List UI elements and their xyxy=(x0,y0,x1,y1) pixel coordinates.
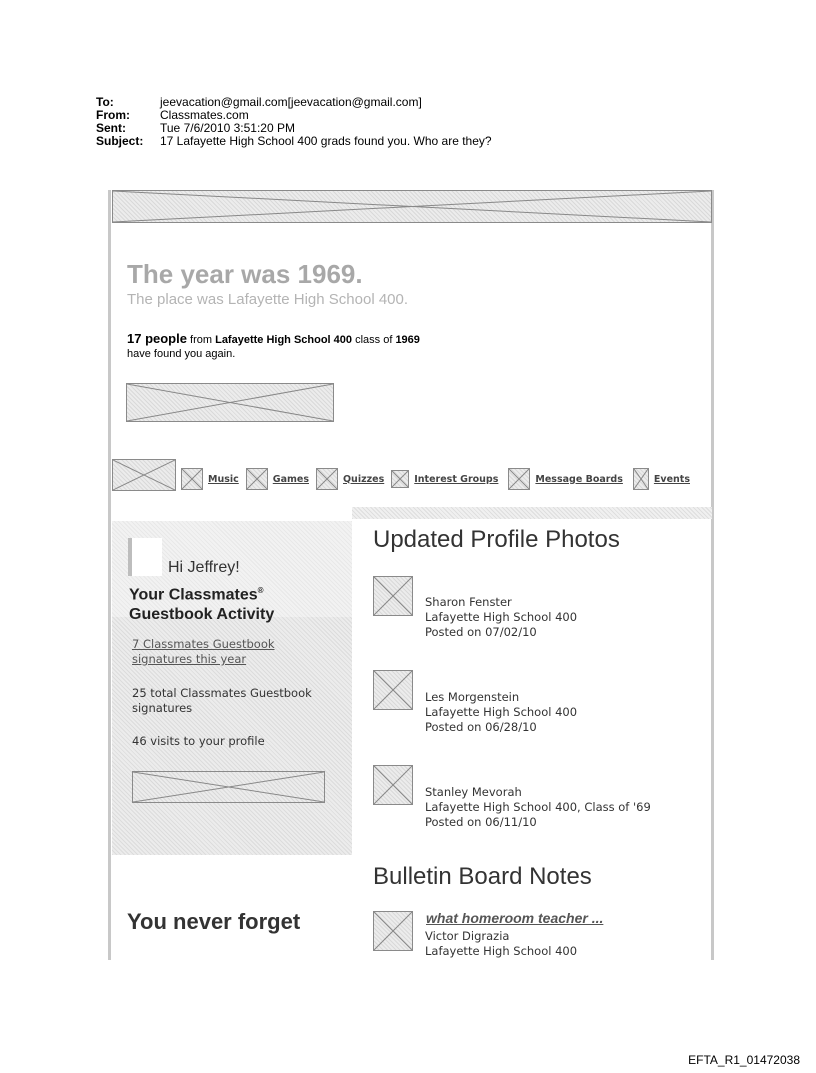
document-id: EFTA_R1_01472038 xyxy=(688,1053,800,1067)
total-signatures: 25 total Classmates Guestbook signatures xyxy=(132,686,312,715)
guestbook-title xyxy=(129,581,274,625)
sent-label: Sent: xyxy=(96,121,126,135)
greeting: Hi Jeffrey! xyxy=(168,559,240,576)
email-header xyxy=(96,96,492,148)
posted-date: Posted on 07/02/10 xyxy=(425,625,537,639)
profile-photo-thumbnail[interactable] xyxy=(373,765,413,805)
note-school: Lafayette High School 400 xyxy=(425,944,578,958)
nav-divider-bar xyxy=(352,507,712,519)
classmates-logo-placeholder[interactable] xyxy=(112,459,176,491)
bulletin-note-info xyxy=(425,929,577,959)
profile-photos-heading: Updated Profile Photos xyxy=(373,526,620,553)
nav-message-boards-link[interactable]: Message Boards xyxy=(535,473,623,485)
bulletin-thumbnail[interactable] xyxy=(373,911,413,951)
sent-value: Tue 7/6/2010 3:51:20 PM xyxy=(160,121,295,135)
bulletin-note-link[interactable]: what homeroom teacher ... xyxy=(426,910,604,926)
nav-events-link[interactable]: Events xyxy=(653,473,690,485)
guestbook-title-line2: Guestbook Activity xyxy=(129,606,275,624)
class-year: 1969 xyxy=(395,334,420,346)
to-label: To: xyxy=(96,95,114,109)
note-author: Victor Digrazia xyxy=(425,929,510,943)
posted-date: Posted on 06/11/10 xyxy=(425,815,537,829)
tagline: You never forget xyxy=(127,909,301,934)
classmate-school: Lafayette High School 400 xyxy=(425,610,578,624)
guestbook-signatures-link[interactable]: 7 Classmates Guestbook signatures this year xyxy=(132,637,275,666)
place-subheading: The place was Lafayette High School 400. xyxy=(127,291,409,308)
classmate-school: Lafayette High School 400, Class of '69 xyxy=(425,800,651,814)
profile-photo-info xyxy=(425,690,577,735)
classmate-name[interactable]: Les Morgenstein xyxy=(425,690,520,704)
from-value: Classmates.com xyxy=(160,108,249,122)
profile-photo-thumbnail[interactable] xyxy=(373,576,413,616)
music-icon[interactable] xyxy=(181,468,203,490)
found-count-line xyxy=(127,331,420,346)
games-icon[interactable] xyxy=(246,468,268,490)
message-boards-icon[interactable] xyxy=(508,468,530,490)
to-value: jeevacation@gmail.com[jeevacation@gmail.com] xyxy=(160,95,422,109)
nav-games-link[interactable]: Games xyxy=(272,473,309,485)
class-text: class of xyxy=(352,334,396,346)
people-count: 17 people xyxy=(127,331,187,346)
avatar xyxy=(128,538,162,576)
from-text: from xyxy=(186,334,216,346)
quizzes-icon[interactable] xyxy=(316,468,338,490)
classmate-school: Lafayette High School 400 xyxy=(425,705,578,719)
nav-quizzes-link[interactable]: Quizzes xyxy=(342,473,385,485)
registered-mark: ® xyxy=(257,586,264,595)
events-icon[interactable] xyxy=(633,468,649,490)
nav-music-link[interactable]: Music xyxy=(208,473,239,485)
guestbook-title-line1: Your Classmates xyxy=(129,586,258,604)
banner-image-placeholder xyxy=(112,190,712,223)
posted-date: Posted on 06/28/10 xyxy=(425,720,537,734)
bulletin-heading: Bulletin Board Notes xyxy=(373,863,592,890)
profile-photo-thumbnail[interactable] xyxy=(373,670,413,710)
subject-label: Subject: xyxy=(96,134,144,148)
year-heading: The year was 1969. xyxy=(127,259,363,289)
profile-photo-info xyxy=(425,785,651,830)
from-label: From: xyxy=(96,108,130,122)
school-name: Lafayette High School 400 xyxy=(215,334,353,346)
subject-value: 17 Lafayette High School 400 grads found you. Who are they? xyxy=(160,134,492,148)
guestbook-button-image[interactable] xyxy=(132,771,325,803)
found-again-text: have found you again. xyxy=(127,348,236,360)
see-who-button-image[interactable] xyxy=(126,383,334,422)
nav-bar xyxy=(181,467,690,491)
nav-interest-groups-link[interactable]: Interest Groups xyxy=(414,473,499,485)
classmate-name[interactable]: Stanley Mevorah xyxy=(425,785,522,799)
classmate-name[interactable]: Sharon Fenster xyxy=(425,595,512,609)
profile-photo-info xyxy=(425,595,577,640)
interest-groups-icon[interactable] xyxy=(391,470,409,488)
profile-visits: 46 visits to your profile xyxy=(132,734,265,748)
